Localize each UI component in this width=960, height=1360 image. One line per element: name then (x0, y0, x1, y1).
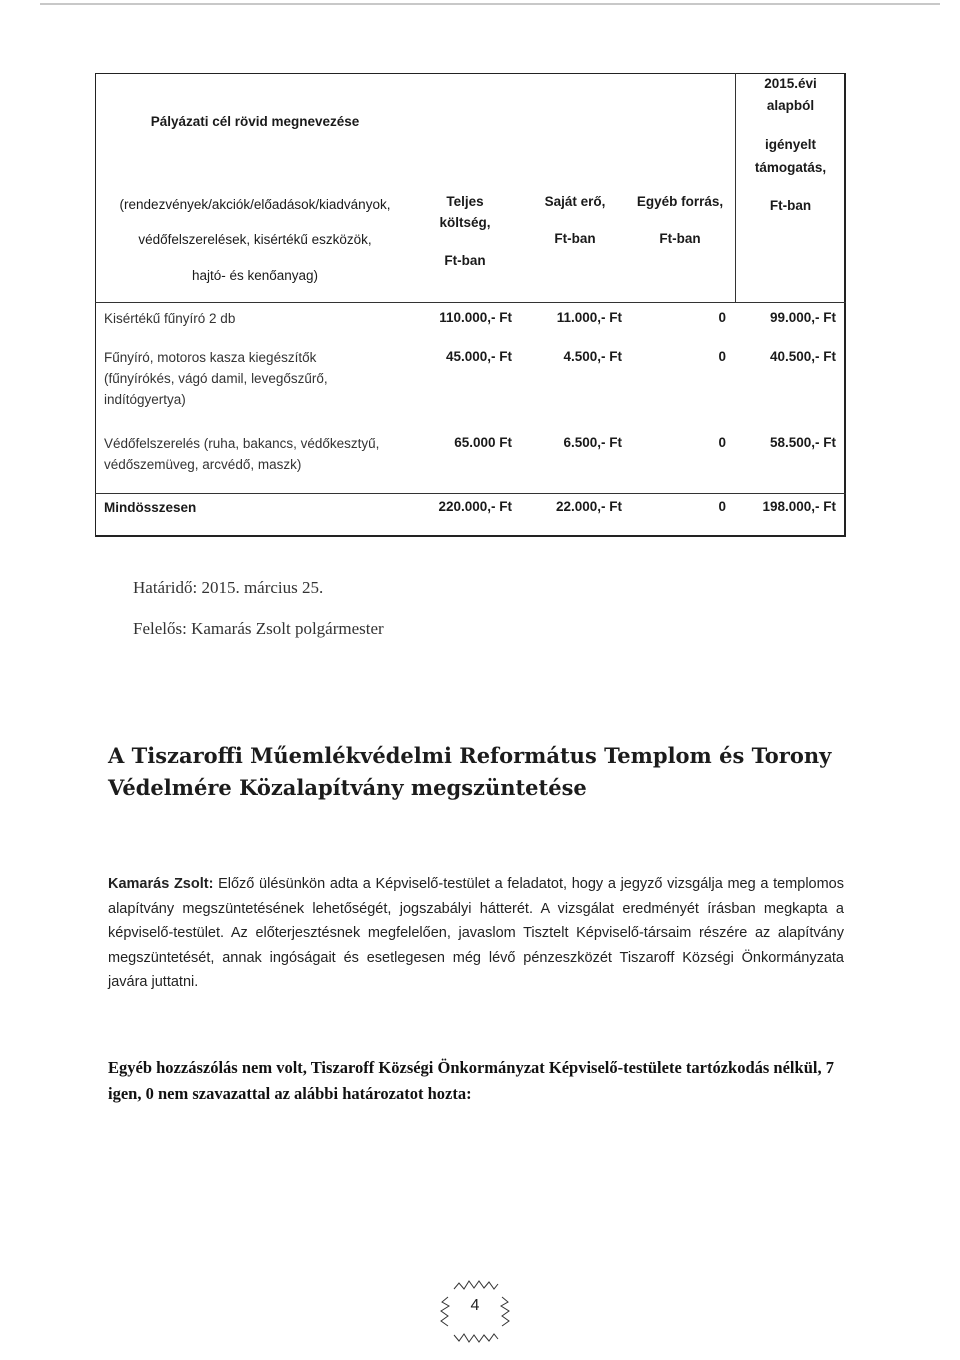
table-row-total: 65.000 Ft (454, 435, 512, 450)
header-requested-2: alapból (766, 98, 815, 113)
table-row-own: 4.500,- Ft (563, 349, 622, 364)
header-requested-4: támogatás, (754, 160, 827, 175)
responsible-text: Felelős: Kamarás Zsolt polgármester (133, 619, 384, 638)
table-total-divider (95, 493, 846, 494)
header-title: Pályázati cél rövid megnevezése (150, 114, 360, 129)
speech-paragraph (108, 872, 844, 995)
total-row-label: Mindösszesen (104, 500, 197, 515)
header-total-cost-2: költség, (439, 215, 491, 230)
header-requested-3: igényelt (764, 137, 816, 152)
table-row-own: 6.500,- Ft (563, 435, 622, 450)
header-subtitle-2: védőfelszerelések, kisértékű eszközök, (138, 232, 372, 247)
table-row-total: 45.000,- Ft (445, 349, 512, 364)
decision-note: Egyéb hozzászólás nem volt, Tiszaroff Községi Önkormányzat Képviselő-testülete tartózkodás nélkül, 7 igen, 0 nem szavazattal az alábbi határozatot hozta: (108, 1058, 834, 1103)
total-row-own: 22.000,- Ft (555, 499, 622, 514)
scan-top-edge (40, 3, 940, 5)
header-requested-1: 2015.évi (764, 76, 817, 91)
table-row-own: 11.000,- Ft (556, 310, 622, 325)
table-header-divider (95, 302, 846, 303)
table-row-requested: 99.000,- Ft (769, 310, 836, 325)
header-own-funds-1: Saját erő, (544, 194, 606, 209)
header-requested-5: Ft-ban (769, 198, 812, 213)
header-other-source-1: Egyéb forrás, (636, 194, 724, 209)
table-row-other: 0 (718, 435, 726, 450)
header-other-source-2: Ft-ban (659, 231, 701, 246)
table-row-desc: Védőfelszerelés (ruha, bakancs, védőkesztyű, védőszemüveg, arcvédő, maszk) (104, 436, 380, 472)
table-column-divider (735, 73, 736, 303)
header-total-cost-3: Ft-ban (444, 253, 486, 268)
header-subtitle-1: (rendezvények/akciók/előadások/kiadványok, (119, 197, 391, 212)
total-row-other: 0 (718, 499, 726, 514)
table-row-requested: 58.500,- Ft (769, 435, 836, 450)
speaker-name: Kamarás Zsolt: (108, 876, 214, 892)
header-subtitle-3: hajtó- és kenőanyag) (191, 268, 319, 283)
header-own-funds-2: Ft-ban (554, 231, 596, 246)
table-row-other: 0 (718, 310, 726, 325)
deadline-text: Határidő: 2015. március 25. (133, 578, 324, 597)
header-total-cost-1: Teljes (446, 194, 484, 209)
table-row-other: 0 (718, 349, 726, 364)
table-row-desc: Kisértékű fűnyíró 2 db (104, 311, 236, 326)
total-row-requested: 198.000,- Ft (762, 499, 836, 514)
total-row-total: 220.000,- Ft (438, 499, 512, 514)
table-row-requested: 40.500,- Ft (769, 349, 836, 364)
table-row-desc: Fűnyíró, motoros kasza kiegészítők (fűnyírókés, vágó damil, levegőszűrő, indítógyertya) (104, 350, 328, 407)
section-title: A Tiszaroffi Műemlékvédelmi Református Templom és Torony Védelmére Közalapítvány megszüntetése (108, 743, 832, 800)
speech-text: Előző ülésünkön adta a Képviselő-testület a feladatot, hogy a jegyző vizsgálja meg a templomos alapítvány megszüntetésének lehetőségét, jogszabályi hátterét. A vizsgálat eredményét írásban megkapta a képviselő-testület. Az előterjesztésnek megfelelően, javaslom Tisztelt Képviselő-társaim részére az alapítvány megszüntetését, annak ingóságait és esetlegesen még lévő pénzeszközét Tiszaroff Községi Önkormányzata javára juttatni. (108, 876, 844, 990)
table-row-total: 110.000,- Ft (439, 310, 512, 325)
zigzag-ornament-icon (430, 1275, 520, 1355)
page-number-ornament (430, 1275, 520, 1355)
page-number: 4 (470, 1297, 480, 1314)
